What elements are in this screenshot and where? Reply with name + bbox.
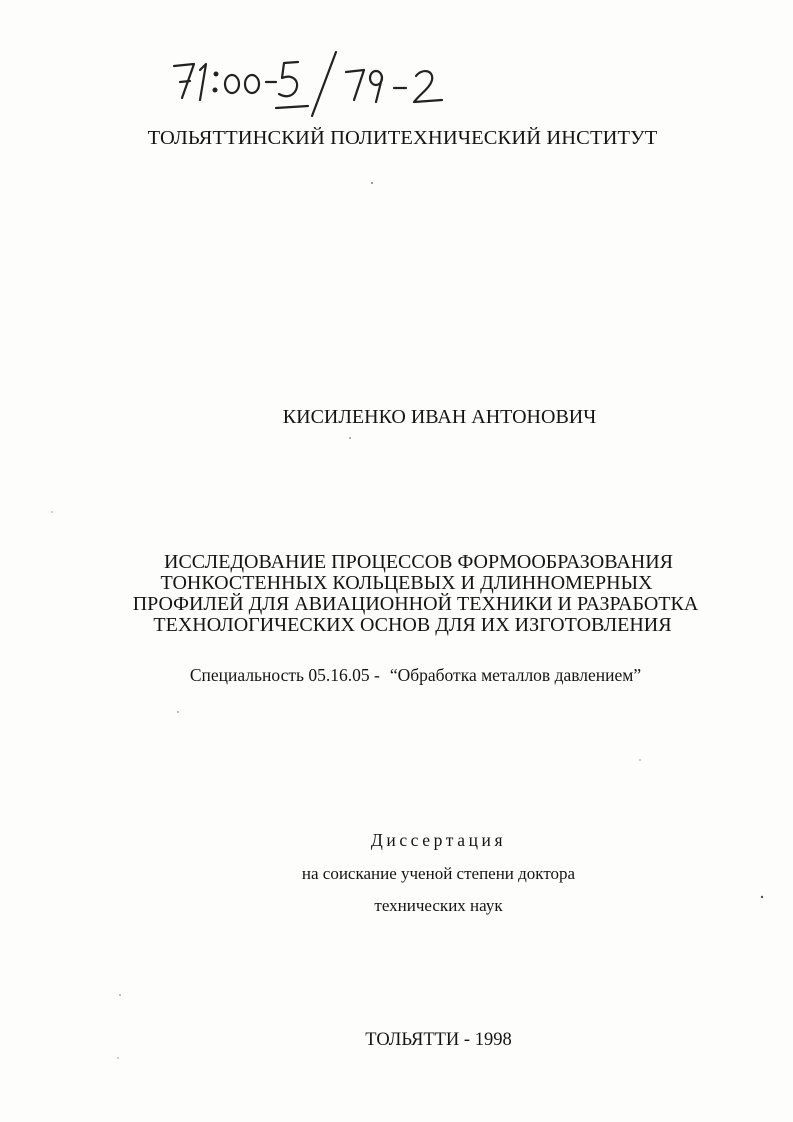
handwriting-drawing [160, 42, 480, 122]
handwritten-archive-mark [160, 42, 480, 122]
specialty-name: “Обработка металлов давлением” [389, 665, 642, 685]
institute-name: ТОЛЬЯТТИНСКИЙ ПОЛИТЕХНИЧЕСКИЙ ИНСТИТУТ [147, 127, 658, 149]
dissertation-title [0, 552, 793, 636]
dissertation-label: Диссертация [370, 830, 507, 850]
specialty-line [19, 665, 793, 686]
title-line: ИССЛЕДОВАНИЕ ПРОЦЕССОВ ФОРМООБРАЗОВАНИЯ [164, 551, 673, 573]
author-name: КИСИЛЕНКО ИВАН АНТОНОВИЧ [282, 406, 597, 428]
dissertation-purpose: на соискание ученой степени доктора [301, 864, 576, 883]
title-line: ТОНКОСТЕННЫХ КОЛЬЦЕВЫХ И ДЛИННОМЕРНЫХ [160, 572, 653, 594]
title-line: ТЕХНОЛОГИЧЕСКИХ ОСНОВ ДЛЯ ИХ ИЗГОТОВЛЕНИЯ [153, 614, 672, 636]
specialty-code: Специальность 05.16.05 - [189, 665, 380, 685]
title-line: ПРОФИЛЕЙ ДЛЯ АВИАЦИОННОЙ ТЕХНИКИ И РАЗРАБОТКА [132, 593, 699, 615]
city-year: ТОЛЬЯТТИ - 1998 [365, 1030, 512, 1050]
dissertation-field: технических наук [374, 896, 503, 915]
